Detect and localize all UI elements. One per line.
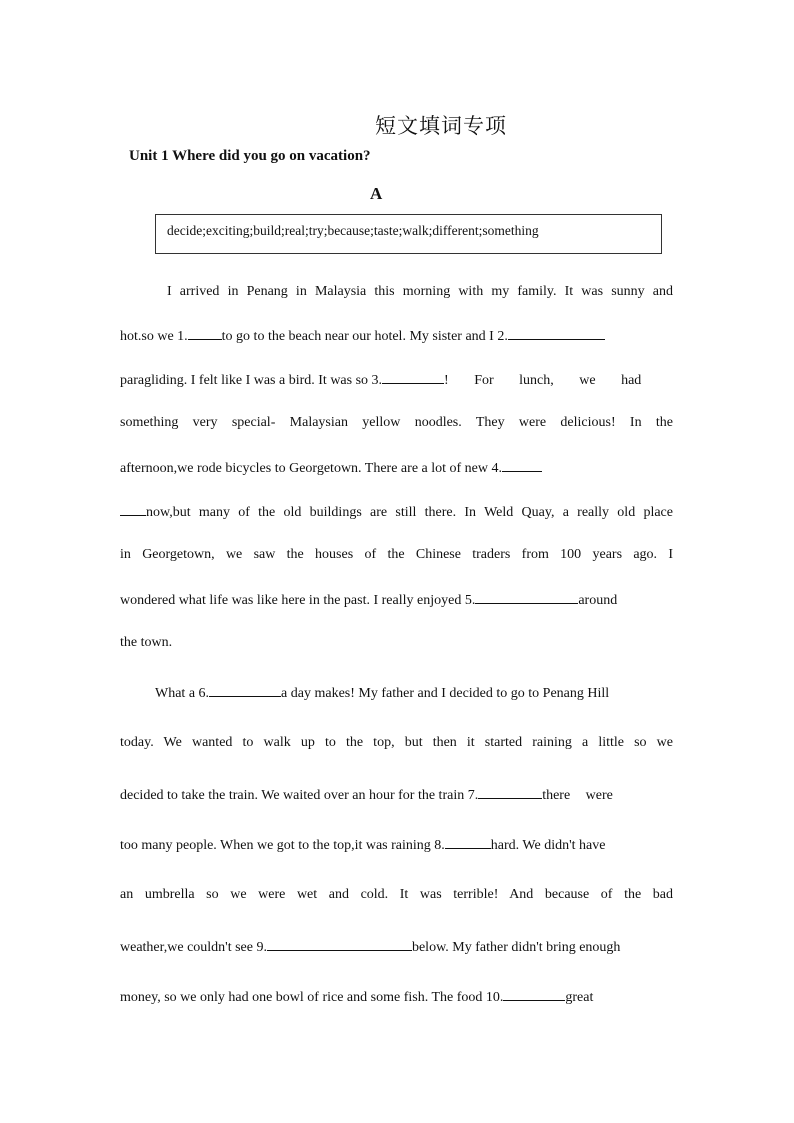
- passage-line: the town.: [120, 635, 173, 650]
- passage-line: paragliding. I felt like I was a bird. It was so 3. ! For lunch, we had: [120, 369, 673, 391]
- blank-4a[interactable]: [502, 457, 542, 472]
- passage-line: afternoon,we rode bicycles to Georgetown. There are a lot of new 4.: [120, 457, 673, 479]
- blank-2[interactable]: [508, 325, 605, 340]
- unit-heading: Unit 1 Where did you go on vacation?: [129, 148, 371, 164]
- passage-line: wondered what life was like here in the past. I really enjoyed 5. around: [120, 589, 673, 611]
- passage-line: in Georgetown, we saw the houses of the Chinese traders from 100 years ago. I: [120, 547, 673, 562]
- blank-3[interactable]: [382, 369, 444, 384]
- word-bank-box: [155, 214, 662, 254]
- blank-10[interactable]: [503, 986, 565, 1001]
- page-title: 短文填词专项: [375, 114, 507, 138]
- passage-line: money, so we only had one bowl of rice and some fish. The food 10. great: [120, 986, 673, 1008]
- word-bank-text: decide;exciting;build;real;try;because;taste;walk;different;something: [167, 223, 539, 238]
- passage-line: What a 6. a day makes! My father and I decided to go to Penang Hill: [155, 682, 671, 704]
- passage-line: weather,we couldn't see 9. below. My father didn't bring enough: [120, 936, 673, 958]
- blank-5[interactable]: [475, 589, 578, 604]
- blank-9[interactable]: [267, 936, 412, 951]
- passage-line: decided to take the train. We waited over an hour for the train 7. there were: [120, 784, 673, 806]
- passage-line: I arrived in Penang in Malaysia this morning with my family. It was sunny and: [167, 284, 673, 299]
- passage-line: now,but many of the old buildings are still there. In Weld Quay, a really old place: [120, 501, 673, 523]
- passage-line: an umbrella so we were wet and cold. It was terrible! And because of the bad: [120, 887, 673, 902]
- passage-line: something very special- Malaysian yellow noodles. They were delicious! In the: [120, 415, 673, 430]
- blank-6[interactable]: [209, 682, 281, 697]
- blank-7[interactable]: [478, 784, 542, 799]
- blank-1[interactable]: [188, 325, 222, 340]
- blank-8[interactable]: [445, 834, 491, 849]
- blank-4b[interactable]: [120, 501, 146, 516]
- passage-line: today. We wanted to walk up to the top, but then it started raining a little so we: [120, 735, 673, 750]
- section-label: A: [370, 184, 383, 203]
- passage-line: too many people. When we got to the top,it was raining 8. hard. We didn't have: [120, 834, 673, 856]
- passage-line: hot.so we 1. to go to the beach near our hotel. My sister and I 2.: [120, 325, 673, 347]
